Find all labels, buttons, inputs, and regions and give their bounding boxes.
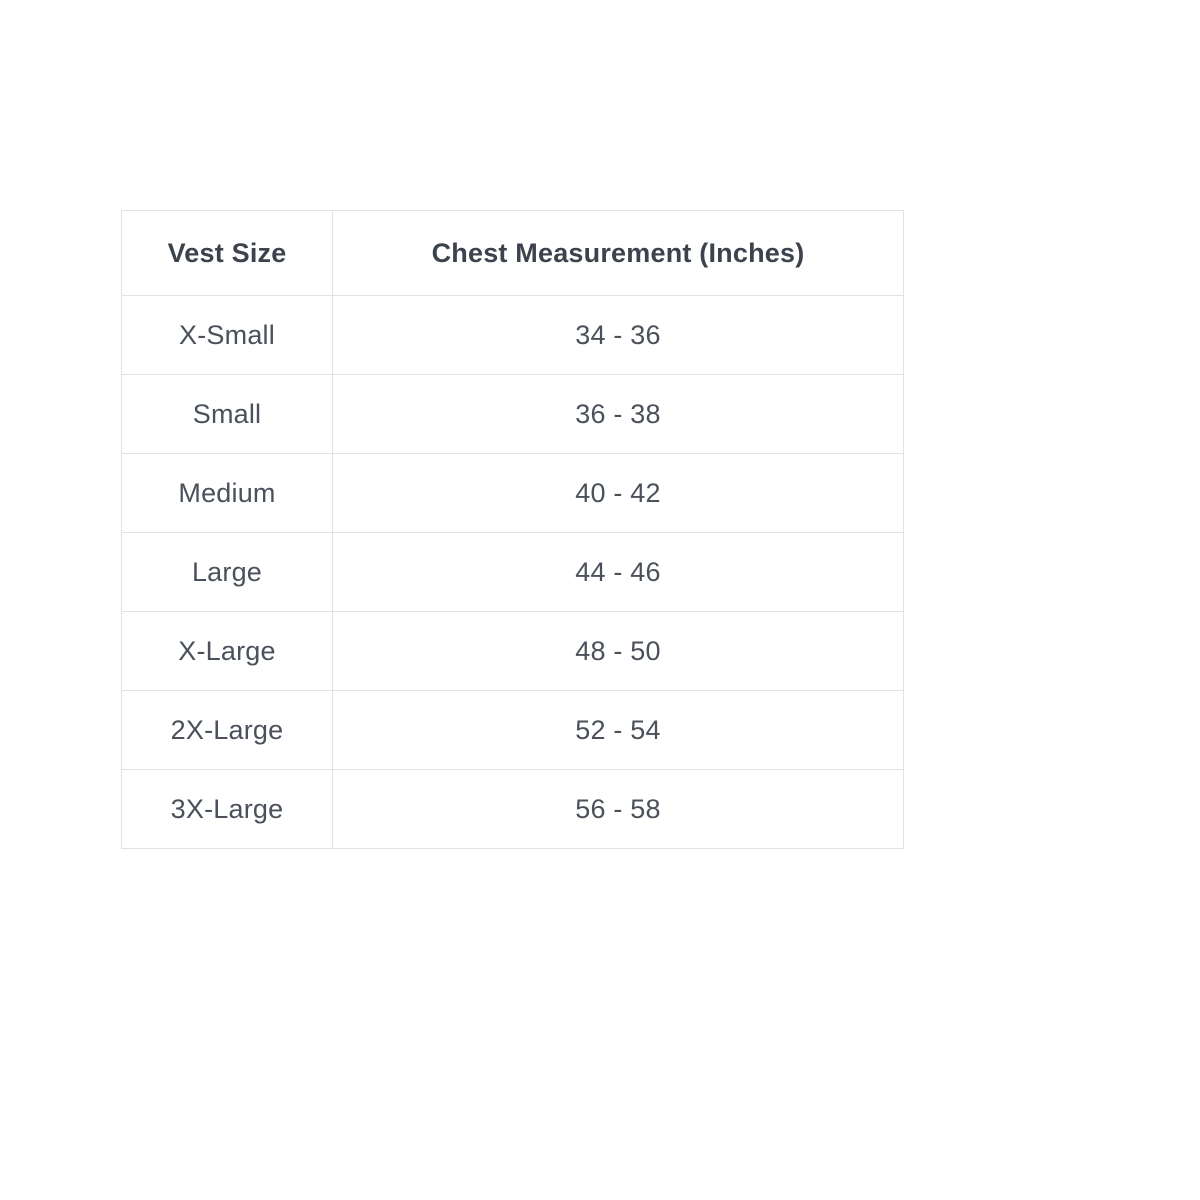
cell-vest-size: X-Large [122, 612, 333, 691]
table-row [122, 533, 904, 612]
column-header-vest-size: Vest Size [122, 211, 333, 296]
table-row [122, 691, 904, 770]
cell-chest-measurement: 44 - 46 [333, 533, 904, 612]
cell-chest-measurement: 40 - 42 [333, 454, 904, 533]
size-chart-table [121, 210, 904, 849]
table-row [122, 375, 904, 454]
cell-chest-measurement: 52 - 54 [333, 691, 904, 770]
table-row [122, 296, 904, 375]
table-body [122, 296, 904, 849]
cell-vest-size: 2X-Large [122, 691, 333, 770]
cell-chest-measurement: 36 - 38 [333, 375, 904, 454]
cell-vest-size: Large [122, 533, 333, 612]
table-header-row [122, 211, 904, 296]
column-header-chest-measurement: Chest Measurement (Inches) [333, 211, 904, 296]
cell-vest-size: 3X-Large [122, 770, 333, 849]
cell-chest-measurement: 34 - 36 [333, 296, 904, 375]
table-row [122, 612, 904, 691]
cell-vest-size: Small [122, 375, 333, 454]
table-header [122, 211, 904, 296]
cell-chest-measurement: 48 - 50 [333, 612, 904, 691]
cell-vest-size: X-Small [122, 296, 333, 375]
cell-vest-size: Medium [122, 454, 333, 533]
cell-chest-measurement: 56 - 58 [333, 770, 904, 849]
size-chart-container [121, 210, 903, 849]
table-row [122, 454, 904, 533]
table-row [122, 770, 904, 849]
